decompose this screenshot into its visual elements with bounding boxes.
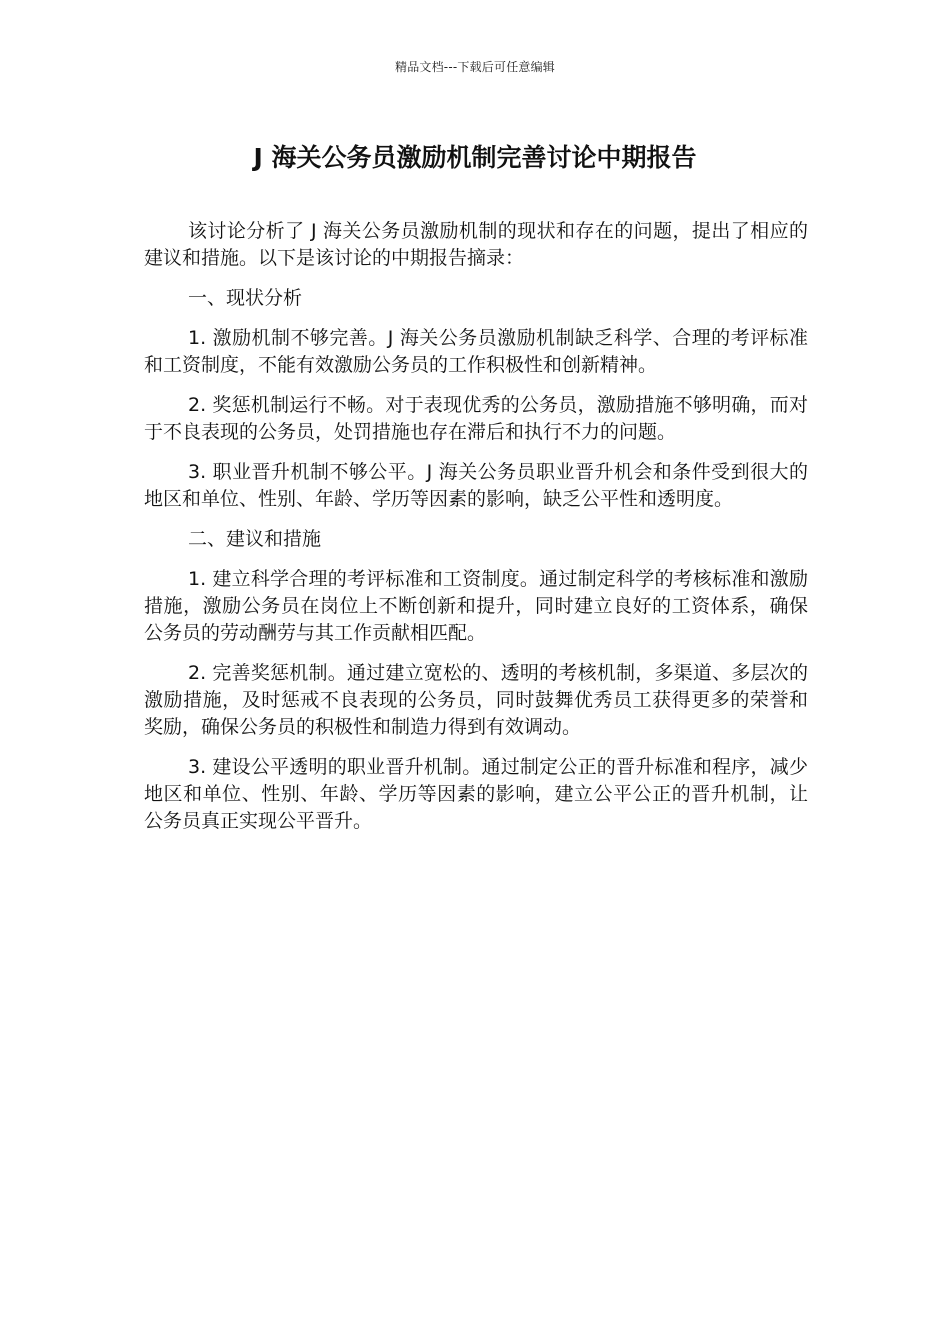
suggestion-item-1: 1. 建立科学合理的考评标准和工资制度。通过制定科学的考核标准和激励措施，激励公务员在岗位上不断创新和提升，同时建立良好的工资体系，确保公务员的劳动酬劳与其工作贡献相匹配。 xyxy=(144,568,808,644)
header-note: 精品文档---下载后可任意编辑 xyxy=(395,60,555,74)
section-heading-suggestions: 二、建议和措施 xyxy=(188,528,322,550)
document-body xyxy=(144,218,808,848)
page-title: J 海关公务员激励机制完善讨论中期报告 xyxy=(253,143,697,172)
intro-paragraph: 该讨论分析了 J 海关公务员激励机制的现状和存在的问题，提出了相应的建议和措施。以下是该讨论的中期报告摘录： xyxy=(144,220,808,269)
section-heading-status: 一、现状分析 xyxy=(188,287,303,309)
status-item-1: 1. 激励机制不够完善。J 海关公务员激励机制缺乏科学、合理的考评标准和工资制度，不能有效激励公务员的工作积极性和创新精神。 xyxy=(144,327,808,376)
status-item-3: 3. 职业晋升机制不够公平。J 海关公务员职业晋升机会和条件受到很大的地区和单位、性别、年龄、学历等因素的影响，缺乏公平性和透明度。 xyxy=(144,461,808,510)
status-item-2: 2. 奖惩机制运行不畅。对于表现优秀的公务员，激励措施不够明确，而对于不良表现的公务员，处罚措施也存在滞后和执行不力的问题。 xyxy=(144,394,808,443)
suggestion-item-2: 2. 完善奖惩机制。通过建立宽松的、透明的考核机制，多渠道、多层次的激励措施，及时惩戒不良表现的公务员，同时鼓舞优秀员工获得更多的荣誉和奖励，确保公务员的积极性和制造力得到有效调动。 xyxy=(144,662,808,738)
suggestion-item-3: 3. 建设公平透明的职业晋升机制。通过制定公正的晋升标准和程序，减少地区和单位、性别、年龄、学历等因素的影响，建立公平公正的晋升机制，让公务员真正实现公平晋升。 xyxy=(144,756,808,832)
